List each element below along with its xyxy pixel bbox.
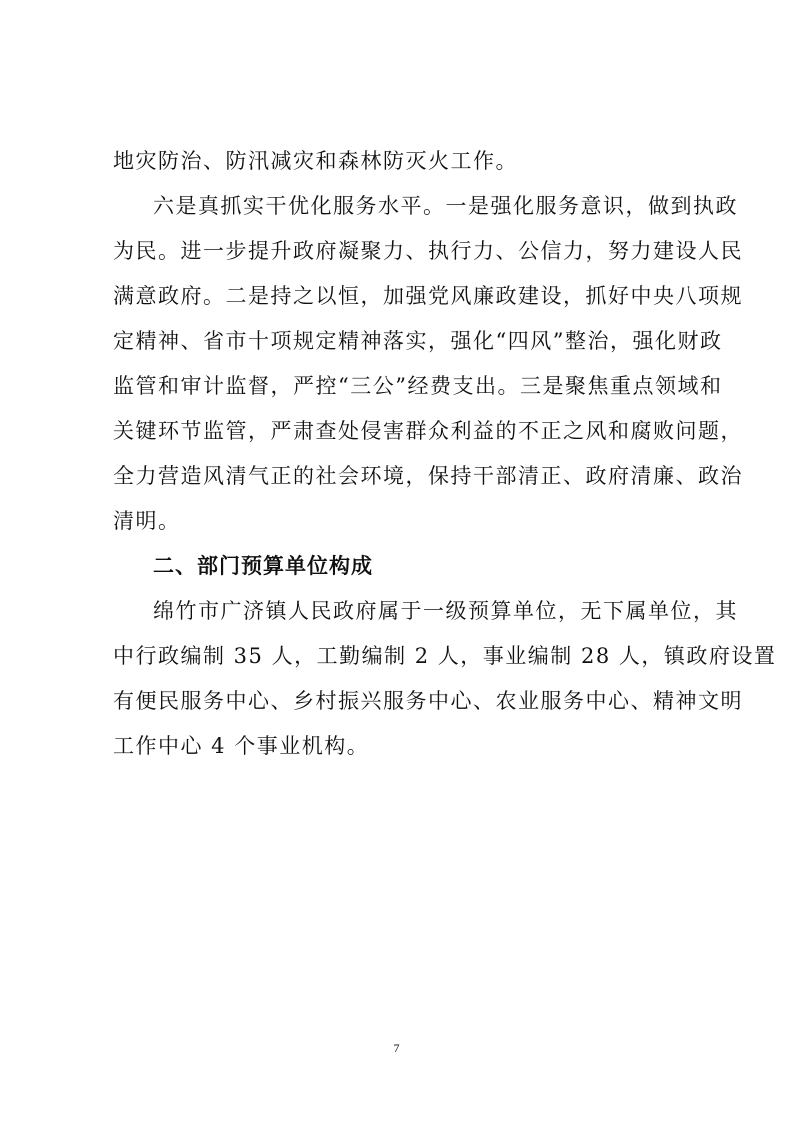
paragraph-line: 六是真抓实干优化服务水平。一是强化服务意识，做到执政 — [153, 194, 738, 218]
paragraph-line: 全力营造风清气正的社会环境，保持干部清正、政府清廉、政治 — [113, 464, 743, 488]
paragraph-line: 清明。 — [113, 509, 181, 533]
page-number: 7 — [393, 1041, 400, 1055]
paragraph-line: 定精神、省市十项规定精神落实，强化“四风”整治，强化财政 — [113, 329, 723, 353]
paragraph-line: 工作中心 4 个事业机构。 — [113, 734, 370, 758]
paragraph-line: 监管和审计监督，严控“三公”经费支出。三是聚焦重点领域和 — [113, 374, 723, 398]
paragraph-line: 绵竹市广济镇人民政府属于一级预算单位，无下属单位，其 — [153, 599, 738, 623]
paragraph-line: 关键环节监管，严肃查处侵害群众利益的不正之风和腐败问题， — [113, 419, 743, 443]
paragraph-line: 地灾防治、防汛减灾和森林防灭火工作。 — [113, 149, 518, 173]
paragraph-line: 有便民服务中心、乡村振兴服务中心、农业服务中心、精神文明 — [113, 689, 743, 713]
section-heading: 二、部门预算单位构成 — [153, 554, 373, 578]
paragraph-line: 满意政府。二是持之以恒，加强党风廉政建设，抓好中央八项规 — [113, 284, 743, 308]
paragraph-line: 中行政编制 35 人，工勤编制 2 人，事业编制 28 人，镇政府设置 — [113, 644, 777, 668]
paragraph-line: 为民。进一步提升政府凝聚力、执行力、公信力，努力建设人民 — [113, 239, 743, 263]
